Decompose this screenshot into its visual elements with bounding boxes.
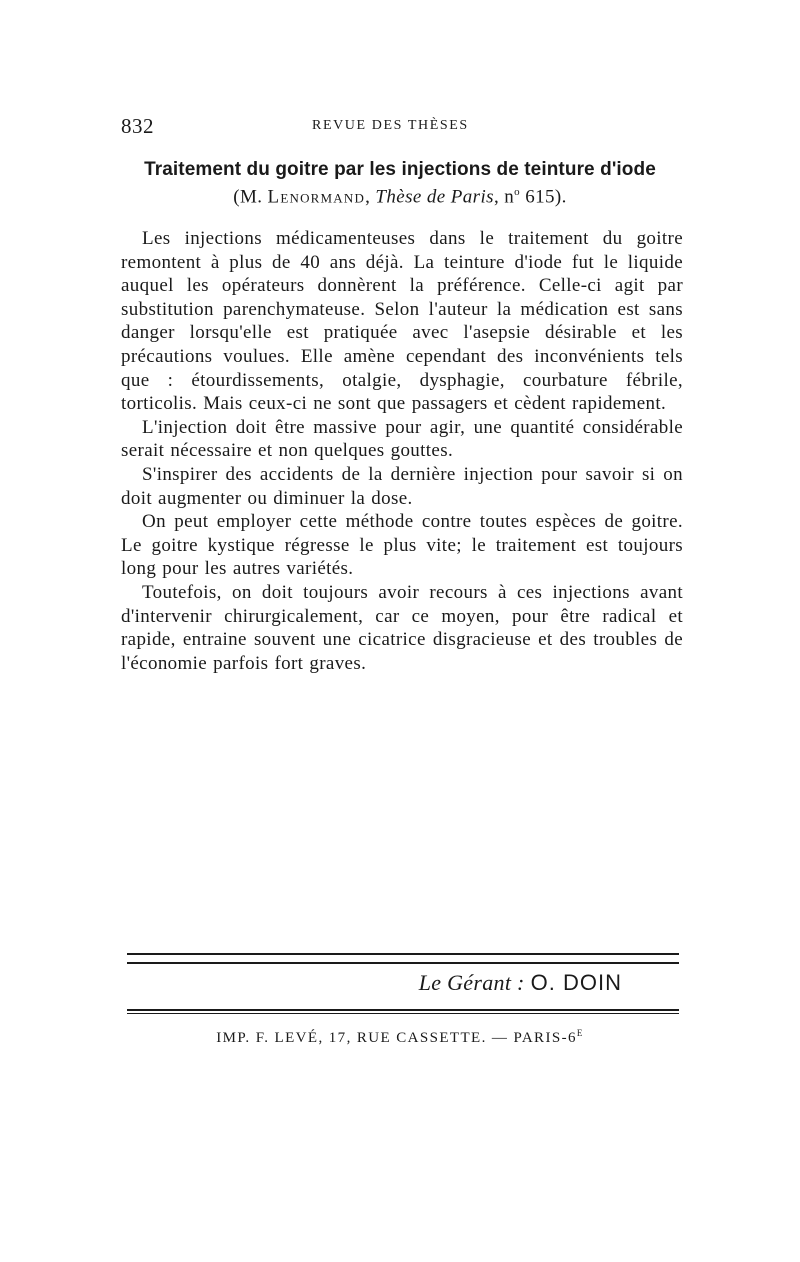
article-body	[121, 227, 683, 675]
paragraph-1: Les injections médicamenteuses dans le traitement du goitre remontent à plus de 40 ans déjà. La teinture d'iode fut le liquide auquel les opérateurs donnèrent la préférence. Celle-ci agit par substitution parenchymateuse. Selon l'auteur la médication est sans danger lorsqu'elle est pratiquée avec l'asepsie désirable et les précautions voulues. Elle amène cependant des inconvénients tels que : étourdissements, otalgie, dysphagie, courbature fébrile, torticolis. Mais ceux-ci ne sont que passagers et cèdent rapidement.	[121, 228, 683, 415]
byline-num: 615).	[520, 186, 567, 208]
byline-thesis: Thèse de Paris	[375, 186, 494, 208]
byline-author: Lenormand	[267, 186, 366, 208]
imprint-text: IMP. F. LEVÉ, 17, RUE CASSETTE. — PARIS-6	[216, 1030, 577, 1046]
gerant-name: O. DOIN	[530, 970, 622, 995]
footer-rule-thick	[127, 1009, 679, 1011]
byline-num-sup: o	[514, 186, 521, 198]
article-title: Traitement du goitre par les injections de teinture d'iode	[144, 159, 656, 180]
byline-open: (M.	[233, 186, 268, 208]
paragraph-2: L'injection doit être massive pour agir, une quantité considérable serait nécessaire et non quelques gouttes.	[121, 416, 683, 462]
gerant-label: Le Gérant :	[418, 970, 525, 995]
byline-sep: ,	[365, 186, 376, 208]
imprint-sup: E	[576, 1028, 584, 1038]
page-number: 832	[121, 114, 154, 138]
byline-num-prefix: , n	[493, 186, 515, 208]
paragraph-3: S'inspirer des accidents de la dernière injection pour savoir si on doit augmenter ou diminuer la dose.	[121, 463, 683, 509]
running-head: REVUE DES THÈSES	[312, 118, 469, 133]
article-byline	[0, 186, 800, 208]
footer-double-rule	[127, 953, 679, 964]
footer-rule-thin	[127, 1013, 679, 1014]
gerant-signature	[419, 970, 622, 996]
printer-imprint	[0, 1028, 800, 1047]
paragraph-5: Toutefois, on doit toujours avoir recours à ces injections avant d'intervenir chirurgicalement, car ce moyen, pour être radical et rapide, entraine souvent une cicatrice disgracieuse et des troubles de l'économie parfois fort graves.	[121, 581, 683, 674]
paragraph-4: On peut employer cette méthode contre toutes espèces de goitre. Le goitre kystique régresse le plus vite; le traitement est toujours long pour les autres variétés.	[121, 511, 683, 580]
